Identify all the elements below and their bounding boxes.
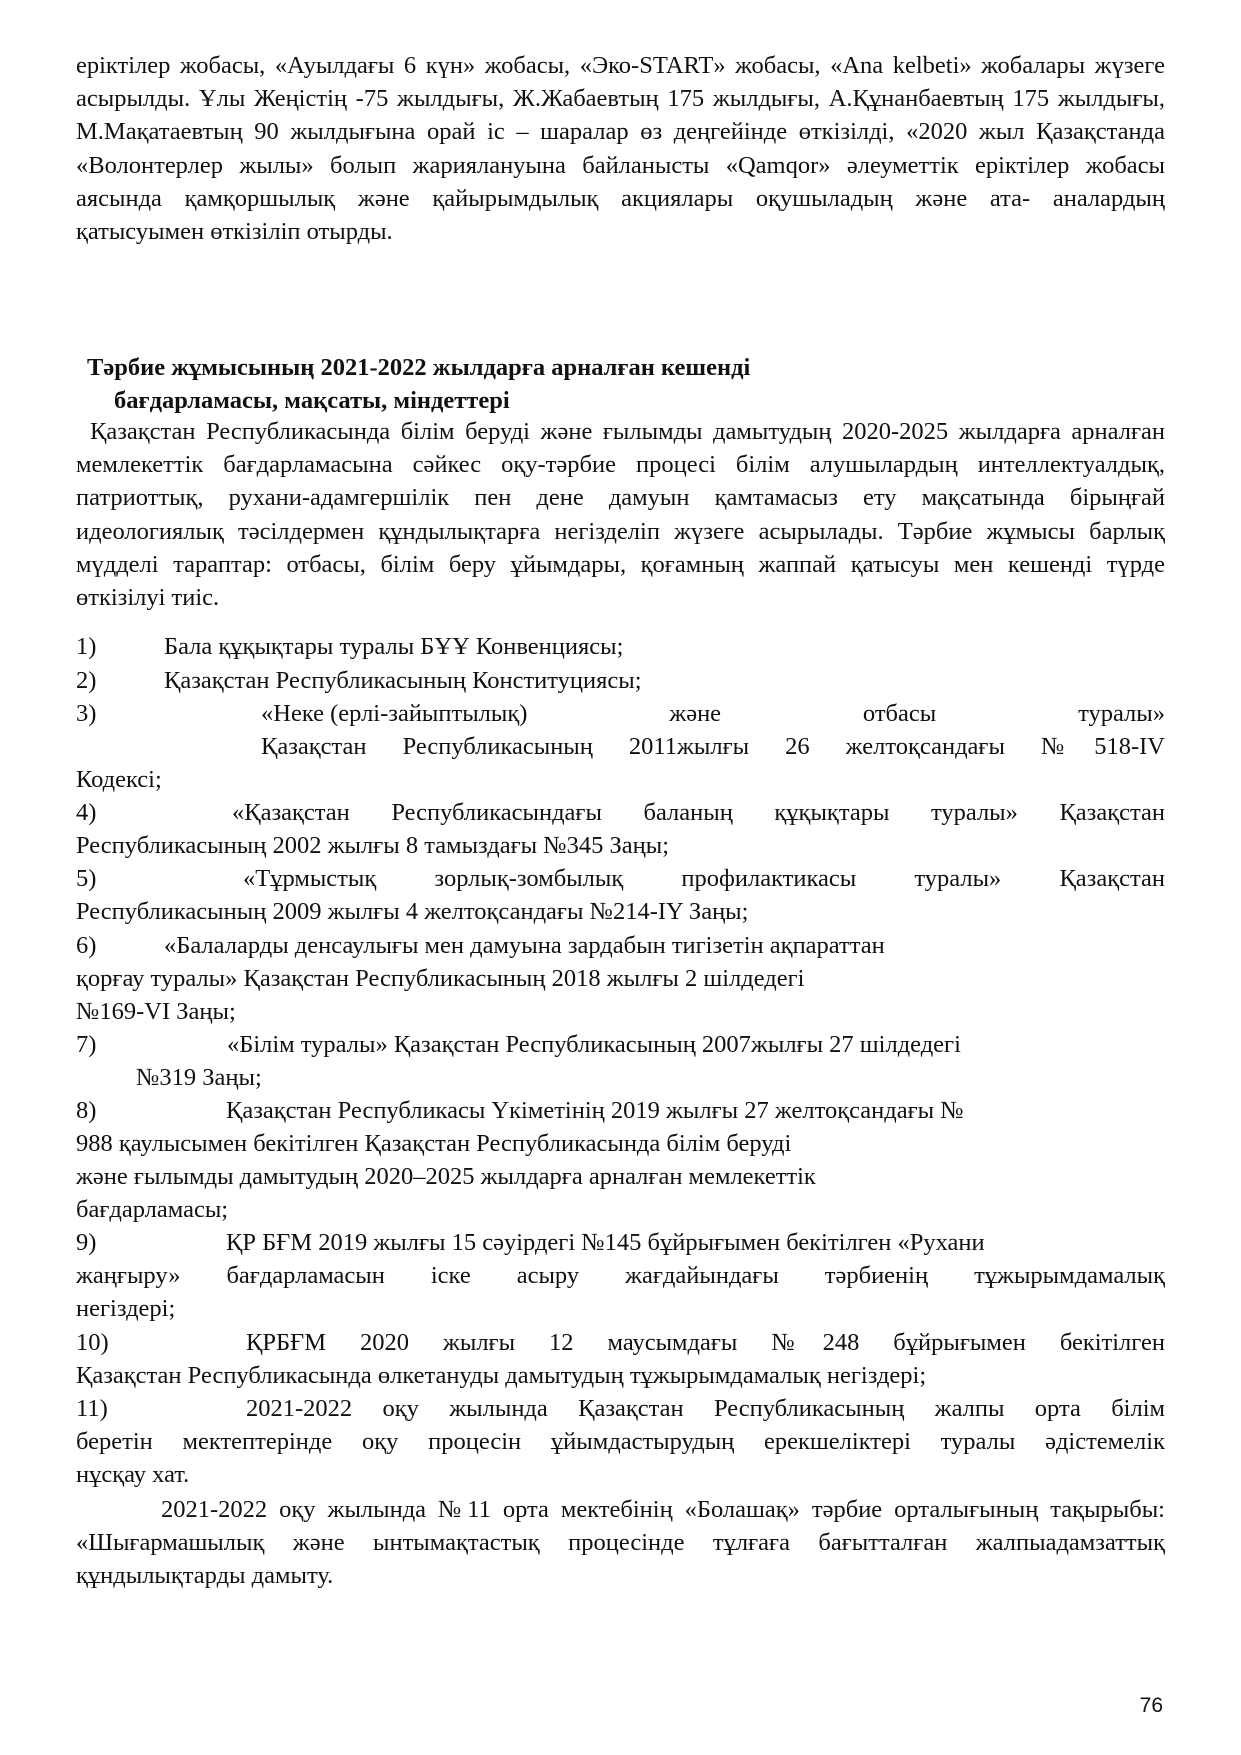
list-item-text: Бала құқықтары туралы БҰҰ Конвенциясы; (164, 633, 624, 660)
section-heading-line1: Тәрбие жұмысының 2021-2022 жылдарға арналған кешенді (87, 354, 751, 381)
list-item-3-line3: Кодексі; (76, 766, 162, 793)
list-item-text: Қазақстан Республикасы Үкіметінің 2019 жылғы 27 желтоқсандағы № (226, 1097, 964, 1124)
list-number: 9) (76, 1229, 97, 1256)
closing-paragraph (76, 1493, 1165, 1593)
list-item-6-line2: қорғау туралы» Қазақстан Республикасының 2018 жылғы 2 шілдедегі (76, 965, 805, 992)
list-number: 6) (76, 932, 97, 959)
list-item-9-line2: жаңғыру» бағдарламасын іске асыру жағдайындағы тәрбиенің тұжырымдамалық (76, 1262, 1165, 1289)
list-item-6-line3: №169-VI Заңы; (76, 998, 236, 1025)
list-number: 11) (76, 1395, 108, 1422)
intro-paragraph: еріктілер жобасы, «Ауылдағы 6 күн» жобасы, «Эко-START» жобасы, «Ana kelbeti» жобалары жүзеге асырылды. Ұлы Жеңістің -75 жылдығы, Ж.Жабаевтың 175 жылдығы, А.Құнанбаевтың 175 жылдығы, М.Мақатаевтың 90 жылдығына орай іс – шаралар өз деңгейінде өткізілді, «2020 жыл Қазақстанда «Волонтерлер жылы» болып жариялануына байланысты «Qamqor» әлеуметтік еріктілер жобасы аясында қамқоршылық және қайырымдылық акциялары оқушыладың және ата- аналардың қатысуымен өткізіліп отырды. (76, 52, 1165, 246)
section-heading (87, 351, 1087, 417)
word: отбасы (862, 700, 937, 727)
list-item-8-line2: 988 қаулысымен бекітілген Қазақстан Республикасында білім беруді (76, 1130, 792, 1157)
list-item-2 (76, 664, 1165, 697)
list-item-text: ҚР БҒМ 2019 жылғы 15 сәуірдегі №145 бұйрығымен бекітілген «Рухани (226, 1229, 985, 1256)
list-number: 5) (76, 865, 97, 892)
main-paragraph-text: Қазақстан Республикасында білім беруді және ғылымды дамытудың 2020-2025 жылдарға арналған мемлекеттік бағдарламасына сәйкес оқу-тәрбие процесі білім алушылардың интеллектуалдық, патриоттық, рухани-адамгершілік пен дене дамуын қамтамасыз ету мақсатында бірыңғай идеологиялық тәсілдермен құндылықтарға негізделіп жүзеге асырылады. Тәрбие жұмысы барлық мүдделі тараптар: отбасы, білім беру ұйымдары, қоғамның жаппай қатысуы мен кешенді түрде өткізілуі тиіс. (76, 418, 1165, 612)
main-paragraph (76, 415, 1165, 614)
list-number: 2) (76, 667, 97, 694)
list-item-5-line2: Республикасының 2009 жылғы 4 желтоқсандағы №214-ІY Заңы; (76, 898, 749, 925)
list-item-text: ҚРБҒМ 2020 жылғы 12 маусымдағы №248 бұйрығымен бекітілген (246, 1329, 1165, 1356)
list-item-text: «Тұрмыстық зорлық-зомбылық профилактикасы туралы» Қазақстан (243, 865, 1165, 892)
list-number: 3) (76, 700, 97, 727)
list-number: 4) (76, 799, 97, 826)
word: және (669, 700, 722, 727)
section-heading-line2: бағдарламасы, мақсаты, міндеттері (114, 387, 510, 414)
word: туралы» (1078, 700, 1165, 727)
list-item-1 (76, 630, 1165, 663)
list-item-9-line3: негіздері; (76, 1295, 176, 1322)
list-item-text: «Қазақстан Республикасындағы баланың құқықтары туралы» Қазақстан (232, 799, 1165, 826)
list-item-11-line3: нұсқау хат. (76, 1461, 190, 1488)
list-item-text: «Балаларды денсаулығы мен дамуына зардабын тигізетін ақпараттан (164, 932, 885, 959)
list-item-7-line2: №319 Заңы; (136, 1064, 262, 1091)
list-item-3-line2: Қазақстан Республикасының 2011жылғы 26 желтоқсандағы №518-IV (261, 733, 1165, 760)
list-item-8-line3: және ғылымды дамытудың 2020–2025 жылдарға арналған мемлекеттік (76, 1163, 816, 1190)
list-item-8-line4: бағдарламасы; (76, 1196, 229, 1223)
closing-paragraph-text: 2021-2022 оқу жылында №11 орта мектебінің «Болашақ» тәрбие орталығының тақырыбы: «Шығармашылық және ынтымақтастық процесінде тұлғаға бағытталған жалпыадамзаттық құндылықтарды дамыту. (76, 1496, 1165, 1590)
list-item-text-line1 (261, 697, 1165, 730)
list-item-text: Қазақстан Республикасының Конституциясы; (164, 667, 642, 694)
word: «Неке (ерлі-зайыптылық) (261, 700, 528, 727)
list-number: 8) (76, 1097, 97, 1124)
list-item-10-line2: Қазақстан Республикасында өлкетануды дамытудың тұжырымдамалық негіздері; (76, 1362, 927, 1389)
list-item-text: 2021-2022 оқу жылында Қазақстан Республикасының жалпы орта білім (246, 1395, 1165, 1422)
list-item-11-line2: беретін мектептерінде оқу процесін ұйымдастырудың ерекшеліктері туралы әдістемелік (76, 1428, 1165, 1455)
list-number: 1) (76, 633, 97, 660)
page-number: 76 (1139, 1694, 1163, 1717)
list-number: 10) (76, 1329, 109, 1356)
list-item-text: «Білім туралы» Қазақстан Республикасының 2007жылғы 27 шілдедегі (227, 1031, 961, 1058)
list-item-4-line2: Республикасының 2002 жылғы 8 тамыздағы №345 Заңы; (76, 832, 670, 859)
list-number: 7) (76, 1031, 97, 1058)
